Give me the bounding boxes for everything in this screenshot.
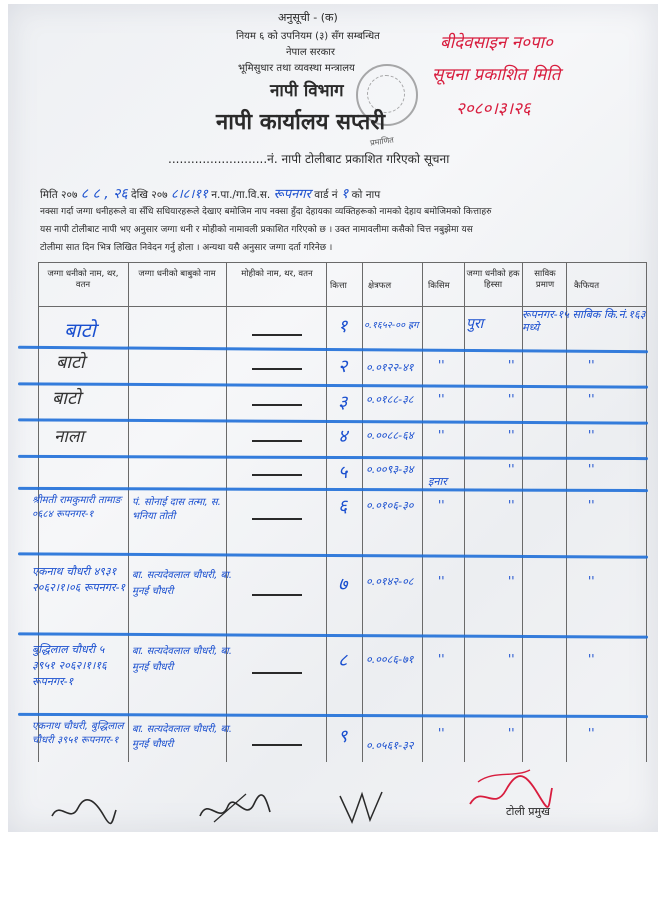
row6-plot: ६ [338, 496, 348, 517]
row2-plot: २ [338, 356, 348, 377]
row3-tenant-dash [252, 404, 302, 406]
table-top-border [38, 262, 646, 263]
row6-tenant-dash [252, 518, 302, 520]
row4-owner: नाला [54, 427, 84, 447]
row7-area: ०.०१४२-०८ [366, 575, 414, 588]
row5-remark: '' [588, 462, 595, 476]
row-separator [18, 487, 648, 492]
office-stamp-note: प्रमाणित [369, 135, 395, 148]
row4-type: '' [438, 428, 445, 442]
row8-tenant-dash [252, 672, 302, 674]
col-header-share: जग्गा धनीको हक हिस्सा [466, 269, 520, 290]
row8-plot: ८ [338, 650, 348, 671]
row8-type: '' [438, 652, 445, 666]
signature-middle [194, 786, 274, 830]
col-header-father: जग्गा धनीको बाबुको नाम [138, 269, 216, 279]
row4-remark: '' [588, 428, 595, 442]
row9-remark: '' [588, 726, 595, 740]
row3-area: ०.०१८८-३८ [366, 393, 414, 406]
row8-owner: बुद्धिलाल चौधरी ५ ३९५१ २०६२।१।१६ रूपनगर-१ [32, 643, 107, 688]
annex-label: अनुसूची - (क) [278, 11, 338, 24]
table-col-border [422, 262, 423, 762]
row9-plot: ९ [338, 726, 348, 747]
row6-father: पं. सोनाई दास तत्मा, स. भनिया तोती [132, 497, 221, 522]
row4-plot: ४ [338, 426, 348, 447]
row1-plot: १ [338, 316, 348, 337]
row3-plot: ३ [338, 392, 348, 413]
row2-tenant-dash [252, 368, 302, 370]
row-separator [18, 346, 648, 353]
row2-area: ०.०१२२-४१ [366, 361, 414, 374]
table-col-border [362, 262, 363, 762]
intro-date-from: ८ ८ , २६ [80, 186, 128, 202]
row5-share: '' [508, 462, 515, 476]
intro-line3: यस नापी टोलीबाट नापी भए अनुसार जग्गा धनी र मोहीको नामावली प्रकाशित गरिएको छ । उक्त नामावलीमा कसैको चित्त नबुझेमा यस [40, 225, 473, 235]
department-title: नापी विभाग [270, 81, 344, 101]
col-header-area: क्षेत्रफल [368, 281, 392, 291]
intro-date-to: ८।८।११ [170, 187, 208, 202]
row8-remark: '' [588, 652, 595, 666]
row4-tenant-dash [252, 440, 302, 442]
table-header-border [38, 306, 646, 307]
col-header-tenant: मोहीको नाम, थर, वतन [241, 269, 313, 279]
intro-tail: को नाप [351, 189, 381, 201]
office-title: नापी कार्यालय सप्तरी [216, 110, 386, 135]
row2-remark: '' [588, 358, 595, 372]
col-header-owner: जग्गा धनीको नाम, थर, वतन [47, 269, 119, 290]
row-separator [18, 632, 648, 638]
row7-type: '' [438, 574, 445, 588]
row8-area: ०.००८६-७१ [366, 653, 414, 666]
row7-owner: एकनाथ चौधरी ४९३१ २०६२।१।०६ रूपनगर-१ [32, 565, 126, 594]
table-col-border [128, 262, 129, 762]
row-separator [18, 455, 648, 460]
intro-mid1: देखि २०७ [131, 189, 168, 201]
row-separator [18, 382, 648, 388]
table-col-border [566, 262, 567, 762]
row6-type: '' [438, 498, 445, 512]
row-separator [18, 552, 648, 558]
col-header-type: किसिम [428, 281, 450, 291]
row5-type: इनार [428, 475, 447, 488]
signature-right [334, 786, 394, 830]
row8-share: '' [508, 652, 515, 666]
intro-ward: १ [340, 186, 349, 202]
row5-plot: ५ [338, 462, 348, 483]
row3-owner: बाटो [52, 388, 81, 409]
row8-father: बा. सत्यदेवलाल चौधरी, बा. मुनई चौधरी [132, 646, 232, 673]
row1-prev: रूपनगर-१५ साबिक कि.नं.१६३ मध्ये [522, 308, 646, 334]
row7-tenant-dash [252, 594, 302, 596]
intro-vdc: रूपनगर [273, 187, 311, 202]
row-separator [18, 418, 648, 424]
row7-remark: '' [588, 574, 595, 588]
intro-mid2: न.पा./गा.वि.स. [211, 189, 271, 201]
row7-father: बा. सत्यदेवलाल चौधरी, बा. मुनई चौधरी [132, 570, 232, 597]
intro-line1 [40, 184, 380, 203]
row9-owner: एकनाथ चौधरी, बुद्धिलाल चौधरी ३९५१ रूपनगर-१ [32, 721, 124, 746]
row7-plot: ७ [338, 574, 348, 595]
row-separator [18, 713, 648, 718]
intro-prefix: मिति २०७ [40, 189, 78, 201]
row3-remark: '' [588, 392, 595, 406]
row1-type: पुरा [466, 316, 484, 332]
row3-share: '' [508, 392, 515, 406]
row9-share: '' [508, 726, 515, 740]
row6-share: '' [508, 498, 515, 512]
document-sheet [8, 4, 658, 832]
margin-note-date: २०८०।३।२६ [456, 99, 531, 119]
notice-title: ..........................नं. नापी टोलीबाट प्रकाशित गरिएको सूचना [168, 152, 450, 166]
row6-owner: श्रीमती रामकुमारी तामाङ ०६८४ रूपनगर-१ [32, 495, 122, 520]
margin-note-line1: बीदेवसाइन न०पा० [440, 33, 553, 53]
row5-area: ०.००९३-३४ [366, 463, 414, 476]
row1-tenant-dash [252, 334, 302, 336]
col-header-prev: साविक प्रमाण [534, 269, 556, 290]
row9-type: '' [438, 726, 445, 740]
row4-area: ०.००८८-६४ [366, 429, 414, 442]
row7-share: '' [508, 574, 515, 588]
row5-tenant-dash [252, 474, 302, 476]
margin-note-line2: सूचना प्रकाशित मिति [432, 65, 561, 85]
table-col-border [646, 262, 647, 762]
row9-tenant-dash [252, 744, 302, 746]
intro-line4: टोलीमा सात दिन भित्र लिखित निवेदन गर्नु होला । अन्यथा यसै अनुसार जग्गा दर्ता गरिनेछ । [40, 243, 333, 253]
intro-mid3: वार्ड नं [314, 189, 338, 201]
row2-owner: बाटो [56, 352, 85, 373]
ministry-label: भूमिसुधार तथा व्यवस्था मन्त्रालय [238, 63, 355, 74]
signature-left [48, 794, 118, 828]
row2-type: '' [438, 358, 445, 372]
government-label: नेपाल सरकार [286, 47, 335, 58]
row1-owner: बाटो [64, 318, 96, 342]
row9-father: बा. सत्यदेवलाल चौधरी, बा. मुनई चौधरी [132, 724, 232, 750]
intro-line2: नक्सा गर्दा जग्गा धनीहरूले वा सँधि सधियारहरूले देखाए बमोजिम नाप नक्सा हुँदा देहायका व्यक्तिहरूको नामको देहाय बमोजिमको कित्ताहरु [40, 207, 492, 217]
col-header-remark: कैफियत [574, 281, 600, 291]
table-col-border [326, 262, 327, 762]
table-col-border [522, 262, 523, 762]
rule-reference: नियम ६ को उपनियम (३) सँग सम्बन्धित [236, 31, 380, 42]
row1-area: ०.१६५२-०० ह्रग [364, 320, 419, 331]
row3-type: '' [438, 392, 445, 406]
row6-area: ०.०१०६-३० [366, 499, 414, 512]
table-col-border [464, 262, 465, 762]
row4-share: '' [508, 428, 515, 442]
row9-area: ०.०५६१-३२ [366, 739, 414, 752]
row6-remark: '' [588, 498, 595, 512]
team-leader-label: टोली प्रमुख [506, 805, 551, 818]
row2-share: '' [508, 358, 515, 372]
col-header-plot: कित्ता [330, 281, 347, 291]
